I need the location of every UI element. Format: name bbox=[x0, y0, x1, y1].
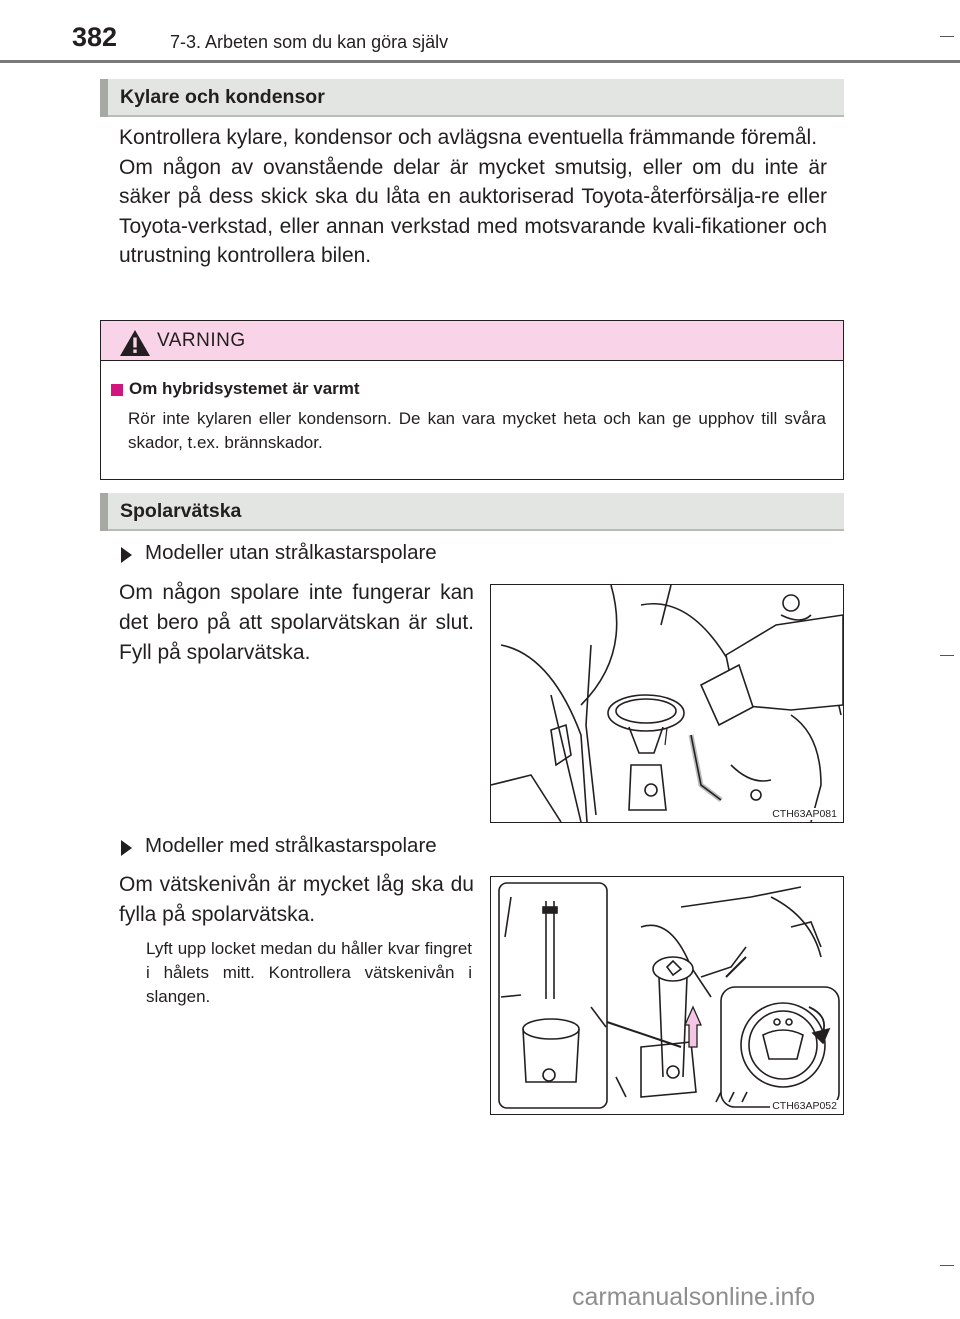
washer-text-1: Om någon spolare inte fungerar kan det bero på att spolarvätskan är slut. Fyll på spolarvätska. bbox=[119, 581, 474, 664]
chapter-title: 7-3. Arbeten som du kan göra själv bbox=[170, 32, 449, 52]
paragraph: Kontrollera kylare, kondensor och avlägsna eventuella främmande föremål. bbox=[119, 126, 818, 149]
warning-text: Rör inte kylaren eller kondensorn. De kan vara mycket heta och kan ge upphov till svåra skador, t.ex. brännskador. bbox=[128, 409, 826, 452]
bullet-text: Modeller utan strålkastarspolare bbox=[145, 541, 437, 564]
crop-mark bbox=[940, 36, 954, 37]
warning-triangle-icon bbox=[119, 329, 151, 357]
warning-header bbox=[101, 321, 843, 361]
warning-box bbox=[100, 320, 844, 480]
figure-check-fluid-level bbox=[490, 876, 844, 1115]
watermark: carmanualsonline.info bbox=[572, 1283, 816, 1311]
washer-cap-illustration bbox=[491, 877, 843, 1114]
warning-subtitle: Om hybridsystemet är varmt bbox=[129, 379, 360, 398]
crop-mark bbox=[940, 1265, 954, 1266]
figure-code: CTH63AP081 bbox=[772, 808, 837, 820]
washer-instruction-text: Lyft upp locket medan du håller kvar fingret i hålets mitt. Kontrollera vätskenivån i slangen. bbox=[146, 939, 472, 1006]
figure-code: CTH63AP052 bbox=[772, 1100, 837, 1112]
page-number: 382 bbox=[72, 22, 118, 52]
section-title: Spolarvätska bbox=[120, 500, 242, 522]
washer-text-2: Om vätskenivån är mycket låg ska du fylla på spolarvätska. bbox=[119, 873, 474, 926]
header-rule bbox=[0, 60, 960, 63]
crop-mark bbox=[940, 655, 954, 656]
section-header-washer-fluid bbox=[100, 493, 844, 531]
section-title: Kylare och kondensor bbox=[120, 86, 325, 108]
section-header-bar bbox=[100, 493, 108, 531]
section-header-radiator bbox=[100, 79, 844, 117]
radiator-text bbox=[119, 123, 827, 271]
triangle-bullet-icon bbox=[121, 840, 132, 856]
triangle-bullet-icon bbox=[121, 547, 132, 563]
square-bullet-icon bbox=[111, 384, 123, 396]
figure-filling-washer-fluid bbox=[490, 584, 844, 823]
paragraph: Om någon av ovanstående delar är mycket smutsig, eller om du inte är säker på dess skick ska du låta en auktoriserad Toyota-återförsälja-re eller Toyota-verkstad, eller annan verkstad med motsvarande kvali-fikationer och utrustning kontrollera bilen. bbox=[119, 155, 827, 267]
warning-title: VARNING bbox=[157, 330, 246, 351]
engine-bay-illustration bbox=[491, 585, 843, 822]
section-header-bar bbox=[100, 79, 108, 117]
bullet-text: Modeller med strålkastarspolare bbox=[145, 834, 437, 857]
